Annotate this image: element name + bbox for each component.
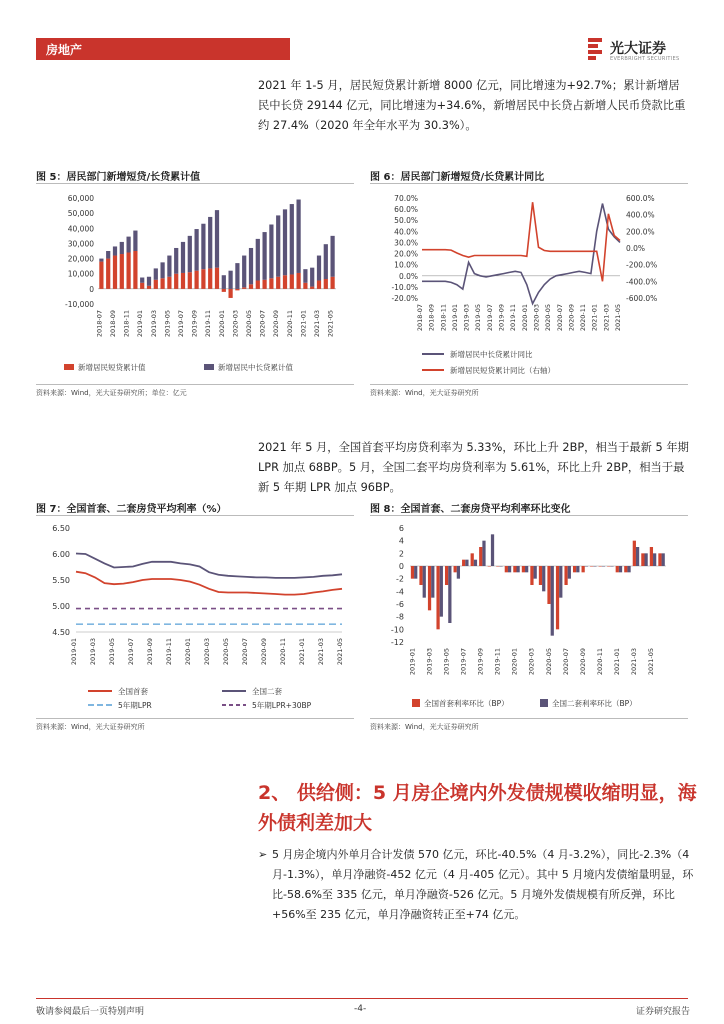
fig8-bar-first — [530, 566, 533, 585]
fig8-xtick: 2019-09 — [476, 648, 485, 676]
fig5-bar-long — [133, 231, 137, 251]
fig5-xtick: 2020-07 — [258, 310, 267, 338]
fig5-legend-swatch-long — [204, 364, 214, 370]
fig8-bar-first — [436, 566, 439, 629]
fig5-bar-short — [256, 281, 260, 289]
fig5-bar-short — [249, 284, 253, 289]
fig5-bar-long — [201, 224, 205, 269]
fig5-xtick: 2019-01 — [136, 310, 145, 338]
fig7-title: 图 7：全国首套、二套房贷平均利率（%） — [36, 504, 227, 515]
fig7-xtick: 2020-03 — [203, 638, 211, 666]
fig8-bar-first — [496, 566, 499, 567]
bullet-text: 5 月房企境内外单月合计发债 570 亿元，环比-40.5%（4 月-3.2%），同比-2.3%（4 月-1.3%），单月净融资-452 亿元（4 月-405 亿元）。其中 5 月境内发债缩量明显，环比-58.6%至 335 亿元，单月净融资-526 亿元。5 月境外发债规模有所反弹，环比+56%至 235 亿元，单月净融资转正至+74 亿元。 — [272, 848, 694, 921]
fig5-xtick: 2019-09 — [190, 310, 199, 338]
fig5-bar-short — [154, 280, 158, 289]
fig6-ytick-left: -20.0% — [391, 294, 418, 303]
fig7-xtick: 2019-03 — [89, 638, 97, 666]
fig8-ytick: -12 — [390, 638, 404, 647]
fig6-chart — [370, 186, 688, 382]
fig5-bar-long — [194, 229, 198, 271]
fig5-bar-long — [120, 242, 124, 254]
fig8-bar-first — [419, 566, 422, 585]
fig8-bar-first — [547, 566, 550, 604]
fig5-bar-short — [194, 271, 198, 289]
fig5-bar-short — [276, 277, 280, 289]
fig7-ytick: 5.50 — [52, 576, 70, 585]
fig5-bar-long — [106, 251, 110, 259]
fig6-ytick-left: 60.0% — [394, 205, 418, 215]
fig5-bar-long — [262, 232, 266, 280]
fig8-xtick: 2020-01 — [510, 648, 519, 676]
fig8-bar-first — [411, 566, 414, 579]
fig5-bar-short — [310, 287, 314, 289]
fig7-bottom-rule — [36, 718, 354, 719]
fig5-bar-long — [222, 275, 226, 289]
fig8-bar-first — [624, 566, 627, 572]
fig8-legend-second: 全国二套利率环比（BP） — [552, 699, 637, 708]
fig5-bar-short — [140, 283, 144, 289]
fig5-rule — [36, 183, 354, 184]
fig6-xtick: 2018-09 — [427, 304, 436, 332]
fig6-ytick-right: -400.0% — [626, 277, 658, 287]
fig5-bar-long — [276, 215, 280, 276]
fig5-bar-long — [249, 248, 253, 284]
fig6-bottom-rule — [370, 384, 688, 385]
fig6-ytick-right: 400.0% — [626, 210, 655, 220]
fig8-bar-second — [457, 566, 460, 579]
fig8-bar-first — [556, 566, 559, 629]
fig8-bar-second — [423, 566, 426, 598]
fig5-bar-short — [228, 289, 232, 298]
fig7-legend-second: 全国二套 — [252, 687, 282, 696]
fig7-line-second — [76, 554, 342, 578]
fig5-bar-long — [140, 278, 144, 283]
fig8-bar-second — [534, 566, 537, 579]
fig6-xtick: 2019-05 — [474, 304, 483, 332]
fig7-xtick: 2019-05 — [108, 638, 116, 666]
fig8-xtick: 2020-09 — [578, 648, 587, 676]
fig8-xtick: 2021-03 — [630, 648, 639, 676]
fig5-bar-long — [283, 209, 287, 275]
fig8-bar-first — [445, 566, 448, 585]
fig8-xtick: 2019-01 — [408, 648, 417, 676]
fig6-xtick: 2020-05 — [544, 304, 553, 332]
fig8-bar-first — [539, 566, 542, 585]
fig5-bar-long — [317, 256, 321, 281]
fig5-bar-long — [188, 236, 192, 272]
fig5-bottom-rule — [36, 384, 354, 385]
fig8-xtick: 2021-05 — [647, 648, 656, 676]
fig7-source: 资料来源：Wind，光大证券研究所 — [36, 723, 145, 731]
fig7-xtick: 2020-05 — [222, 638, 230, 666]
fig7-xtick: 2020-07 — [241, 638, 249, 666]
fig8-xtick: 2020-05 — [544, 648, 553, 676]
fig5-bar-short — [188, 272, 192, 289]
fig8-bar-second — [414, 566, 417, 579]
fig6-ytick-right: 200.0% — [626, 227, 655, 237]
fig7-ytick: 6.50 — [52, 524, 70, 533]
section-label: 房地产 — [46, 43, 83, 57]
fig5-bar-short — [174, 274, 178, 289]
fig5-bar-short — [222, 289, 226, 292]
fig6-ytick-left: -10.0% — [391, 282, 418, 292]
fig5-bar-long — [296, 200, 300, 273]
fig6-ytick-right: 0.0% — [626, 244, 646, 253]
fig5-bar-long — [99, 259, 103, 262]
fig8-bar-first — [564, 566, 567, 585]
fig5-bar-long — [303, 269, 307, 283]
fig8-bar-first — [471, 553, 474, 566]
arrow-bullet-icon: ➢ — [258, 848, 268, 861]
company-name-en: EVERBRIGHT SECURITIES — [610, 56, 680, 62]
fig5-bar-long — [324, 244, 328, 279]
fig8-bar-first — [641, 553, 644, 566]
fig6-ytick-right: 600.0% — [626, 194, 655, 203]
fig5-bar-short — [296, 273, 300, 289]
fig6-line-short — [422, 202, 620, 281]
fig8-bar-first — [633, 541, 636, 566]
fig5-legend-swatch-short — [64, 364, 74, 370]
fig8-bar-second — [440, 566, 443, 617]
fig8-bar-second — [465, 560, 468, 566]
fig6-xtick: 2020-09 — [567, 304, 576, 332]
fig5-bar-long — [154, 268, 158, 279]
fig5-bar-long — [228, 271, 232, 289]
fig8-bar-second — [644, 553, 647, 566]
fig8-bar-second — [482, 541, 485, 566]
fig6-title: 图 6：居民部门新增短贷/长贷累计同比 — [370, 172, 545, 183]
fig5-bar-short — [283, 275, 287, 289]
fig8-bar-first — [462, 560, 465, 566]
fig8-ytick: 4 — [398, 536, 404, 546]
fig5-bar-long — [167, 256, 171, 277]
fig8-ytick: -2 — [396, 574, 404, 584]
fig5-ytick: 60,000 — [67, 194, 94, 203]
fig8-ytick: -4 — [396, 587, 404, 597]
fig8-bar-first — [582, 566, 585, 572]
fig6-source: 资料来源：Wind，光大证券研究所 — [370, 389, 479, 397]
fig8-bar-first — [607, 566, 610, 567]
fig5-xtick: 2021-01 — [299, 310, 308, 338]
fig5-legend-short: 新增居民短贷累计值 — [78, 363, 146, 372]
fig8-bar-first — [599, 566, 602, 567]
footer-report-type: 证券研究报告 — [636, 1007, 691, 1017]
fig8-bar-second — [448, 566, 451, 623]
fig6-rule — [370, 183, 688, 184]
fig5-bar-long — [160, 262, 164, 278]
fig6-ytick-left: 0.0% — [398, 271, 418, 281]
fig6-line-long — [422, 204, 620, 304]
fig8-title: 图 8：全国首套、二套房贷平均利率环比变化 — [370, 504, 571, 515]
fig6-legend-short: 新增居民短贷累计同比（右轴） — [450, 366, 555, 375]
fig6-ytick-left: 40.0% — [394, 227, 418, 237]
fig8-bar-first — [522, 566, 525, 572]
fig5-xtick: 2019-07 — [177, 310, 185, 338]
fig6-xtick: 2018-11 — [439, 304, 448, 332]
fig8-bar-second — [619, 566, 622, 572]
fig8-source: 资料来源：Wind，光大证券研究所 — [370, 723, 479, 731]
fig8-bar-second — [662, 553, 665, 566]
fig5-bar-long — [181, 242, 185, 273]
fig5-xtick: 2019-03 — [149, 310, 158, 338]
fig8-xtick: 2020-11 — [596, 648, 604, 676]
fig5-bar-long — [290, 204, 294, 274]
fig5-source: 资料来源：Wind，光大证券研究所；单位：亿元 — [36, 389, 187, 397]
fig7-xtick: 2019-01 — [70, 638, 78, 666]
fig6-xtick: 2021-01 — [590, 304, 599, 332]
fig6-xtick: 2019-03 — [462, 304, 471, 332]
fig6-xtick: 2021-05 — [614, 304, 622, 332]
fig8-bar-second — [516, 566, 519, 572]
fig7-xtick: 2019-07 — [127, 638, 135, 666]
fig8-bar-first — [479, 547, 482, 566]
fig7-legend-first: 全国首套 — [118, 687, 148, 696]
fig5-ytick: 10,000 — [67, 269, 94, 279]
fig8-ytick: 6 — [398, 524, 404, 533]
fig6-legend-long: 新增居民中长贷累计同比 — [450, 350, 533, 359]
fig8-bar-second — [551, 566, 554, 636]
fig8-bar-first — [454, 566, 457, 572]
fig8-xtick: 2020-03 — [527, 648, 536, 676]
fig7-xtick: 2021-05 — [336, 638, 344, 666]
fig6-xtick: 2018-07 — [416, 304, 424, 332]
fig5-xtick: 2020-09 — [272, 310, 281, 338]
fig6-ytick-left: 30.0% — [394, 238, 418, 248]
fig5-ytick: 30,000 — [67, 239, 94, 249]
fig5-xtick: 2021-03 — [313, 310, 321, 338]
fig5-bar-long — [330, 236, 334, 277]
fig5-bar-short — [215, 268, 219, 289]
fig7-xtick: 2020-11 — [279, 638, 287, 666]
fig8-xtick: 2020-07 — [561, 648, 570, 676]
fig5-ytick: 40,000 — [67, 224, 94, 234]
fig5-bar-short — [99, 262, 103, 289]
fig6-xtick: 2021-03 — [602, 304, 611, 332]
fig5-bar-long — [147, 277, 151, 286]
fig6-ytick-left: 20.0% — [394, 249, 418, 259]
fig7-xtick: 2019-09 — [146, 638, 154, 666]
fig5-bar-short — [317, 281, 321, 289]
fig8-xtick: 2019-03 — [425, 648, 434, 676]
fig8-ytick: -8 — [396, 612, 404, 622]
fig8-bar-second — [474, 560, 477, 566]
fig5-ytick: 50,000 — [67, 209, 94, 219]
fig7-ytick: 6.00 — [52, 550, 70, 559]
fig8-bar-second — [585, 566, 588, 567]
fig5-bar-short — [324, 279, 328, 289]
fig5-bar-short — [120, 254, 124, 289]
fig6-ytick-left: 10.0% — [394, 260, 418, 270]
fig5-title: 图 5：居民部门新增短贷/长贷累计值 — [36, 172, 201, 183]
fig8-ytick: -6 — [396, 600, 404, 609]
fig8-ytick: 2 — [398, 549, 404, 559]
fig8-ytick: -10 — [390, 625, 404, 635]
fig5-ytick: 0 — [89, 284, 94, 294]
footer-disclaimer: 敬请参阅最后一页特别声明 — [36, 1007, 145, 1017]
fig5-bar-short — [330, 277, 334, 289]
fig8-bar-first — [505, 566, 508, 572]
fig5-bar-long — [235, 263, 239, 289]
section-title: 2、 供给侧：5 月房企境内外发债规模收缩明显，海外债利差加大 — [258, 782, 697, 834]
fig7-xtick: 2020-09 — [260, 638, 268, 666]
logo-mark-icon — [588, 38, 602, 60]
fig5-bar-long — [208, 217, 212, 268]
fig5-bar-long — [256, 239, 260, 281]
fig8-bar-first — [488, 566, 491, 567]
fig5-bar-long — [126, 237, 130, 253]
fig5-bar-short — [303, 283, 307, 289]
fig8-xtick: 2019-05 — [442, 648, 451, 676]
fig5-bar-short — [262, 280, 266, 289]
fig8-bar-second — [542, 566, 545, 591]
fig7-chart — [36, 518, 354, 714]
fig7-xtick: 2021-01 — [298, 638, 306, 666]
fig5-chart — [36, 186, 354, 382]
fig8-bar-first — [513, 566, 516, 572]
fig8-bar-second — [491, 534, 494, 566]
fig6-xtick: 2019-09 — [497, 304, 506, 332]
fig5-bar-short — [242, 287, 246, 289]
fig8-bar-first — [616, 566, 619, 572]
fig8-chart — [370, 518, 688, 714]
paragraph-loans: 2021 年 1-5 月，居民短贷累计新增 8000 亿元，同比增速为+92.7%；累计新增居民中长贷 29144 亿元，同比增速为+34.6%，新增居民中长贷占新增人民币贷款比重约 27.4%（2020 年全年水平为 30.3%）。 — [258, 79, 686, 132]
fig6-xtick: 2020-01 — [520, 304, 529, 332]
fig5-bar-short — [208, 268, 212, 288]
fig5-bar-short — [133, 251, 137, 289]
fig8-bar-first — [590, 566, 593, 567]
fig8-xtick: 2019-11 — [493, 648, 502, 676]
fig5-bar-long — [269, 225, 273, 279]
fig8-bar-second — [576, 566, 579, 572]
fig5-legend-long: 新增居民中长贷累计值 — [218, 363, 293, 372]
fig8-bar-second — [653, 553, 656, 566]
fig8-bottom-rule — [370, 718, 688, 719]
fig7-ytick: 5.00 — [52, 602, 70, 611]
fig8-legend-swatch-second — [540, 699, 548, 707]
footer-rule — [36, 998, 688, 999]
fig5-bar-long — [215, 210, 219, 268]
fig6-ytick-left: 50.0% — [394, 216, 418, 226]
fig8-bar-second — [636, 547, 639, 566]
company-logo — [588, 36, 688, 66]
fig5-xtick: 2018-11 — [122, 310, 131, 338]
paragraph-rates: 2021 年 5 月，全国首套平均房贷利率为 5.33%，环比上升 2BP，相当于最新 5 年期 LPR 加点 68BP。5 月，全国二套平均房贷利率为 5.61%，环比上升 2BP，相当于最新 5 年期 LPR 加点 96BP。 — [258, 441, 689, 494]
fig8-xtick: 2021-01 — [613, 648, 622, 676]
fig6-ytick-left: 70.0% — [394, 194, 418, 203]
fig6-xtick: 2019-11 — [509, 304, 518, 332]
fig8-bar-second — [610, 566, 613, 567]
fig8-xtick: 2019-07 — [459, 648, 468, 676]
fig6-xtick: 2020-11 — [579, 304, 588, 332]
fig5-bar-short — [160, 278, 164, 289]
fig5-bar-short — [106, 259, 110, 289]
fig5-bar-short — [181, 273, 185, 289]
fig5-xtick: 2019-11 — [204, 310, 213, 338]
fig5-ytick: -10,000 — [65, 300, 94, 309]
fig5-bar-short — [290, 274, 294, 288]
fig5-bar-long — [174, 248, 178, 274]
fig5-bar-long — [310, 268, 314, 287]
fig8-bar-second — [568, 566, 571, 579]
fig5-xtick: 2020-01 — [217, 310, 226, 338]
fig8-bar-second — [431, 566, 434, 598]
fig8-rule — [370, 515, 688, 516]
fig7-rule — [36, 515, 354, 516]
fig7-line-first — [76, 572, 342, 595]
fig5-xtick: 2020-11 — [285, 310, 294, 338]
company-name: 光大证券 — [610, 41, 666, 57]
fig7-xtick: 2020-01 — [184, 638, 192, 666]
fig8-bar-first — [650, 547, 653, 566]
fig8-legend-swatch-first — [412, 699, 420, 707]
fig6-xtick: 2020-03 — [532, 304, 541, 332]
fig8-bar-first — [658, 553, 661, 566]
fig8-bar-second — [499, 566, 502, 567]
fig7-ytick: 4.50 — [52, 628, 70, 637]
fig8-bar-second — [559, 566, 562, 598]
fig8-bar-second — [602, 566, 605, 567]
fig5-bar-short — [269, 278, 273, 289]
fig6-xtick: 2020-07 — [555, 304, 564, 332]
fig5-bar-long — [242, 256, 246, 288]
fig7-xtick: 2019-11 — [165, 638, 173, 666]
fig5-bar-short — [167, 277, 171, 289]
fig8-bar-second — [627, 566, 630, 572]
fig5-bar-short — [235, 289, 239, 291]
fig5-xtick: 2019-05 — [163, 310, 172, 338]
fig8-legend-first: 全国首套利率环比（BP） — [424, 699, 509, 708]
fig5-bar-short — [147, 286, 151, 289]
fig6-ytick-right: -600.0% — [626, 294, 658, 303]
fig5-xtick: 2020-03 — [231, 310, 240, 338]
fig5-xtick: 2018-09 — [109, 310, 117, 338]
fig5-xtick: 2021-05 — [326, 310, 335, 338]
fig8-bar-second — [593, 566, 596, 567]
fig7-xtick: 2021-03 — [317, 638, 325, 666]
fig5-bar-long — [113, 246, 117, 255]
fig5-xtick: 2018-07 — [95, 310, 104, 338]
fig8-ytick: 0 — [398, 562, 404, 571]
page-number: -4- — [354, 1004, 367, 1014]
fig8-bar-second — [508, 566, 511, 572]
fig5-bar-short — [126, 253, 130, 289]
fig8-bar-first — [428, 566, 431, 610]
fig8-bar-second — [525, 566, 528, 572]
fig6-xtick: 2019-07 — [485, 304, 494, 332]
fig5-bar-short — [201, 269, 205, 289]
fig6-xtick: 2019-01 — [450, 304, 459, 332]
fig5-bar-short — [113, 256, 117, 289]
fig8-bar-first — [573, 566, 576, 572]
fig6-ytick-right: -200.0% — [626, 260, 658, 270]
fig7-legend-lpr30: 5年期LPR+30BP — [252, 701, 312, 710]
fig5-xtick: 2020-05 — [245, 310, 253, 338]
fig5-ytick: 20,000 — [67, 254, 94, 264]
fig7-legend-lpr: 5年期LPR — [118, 701, 152, 710]
